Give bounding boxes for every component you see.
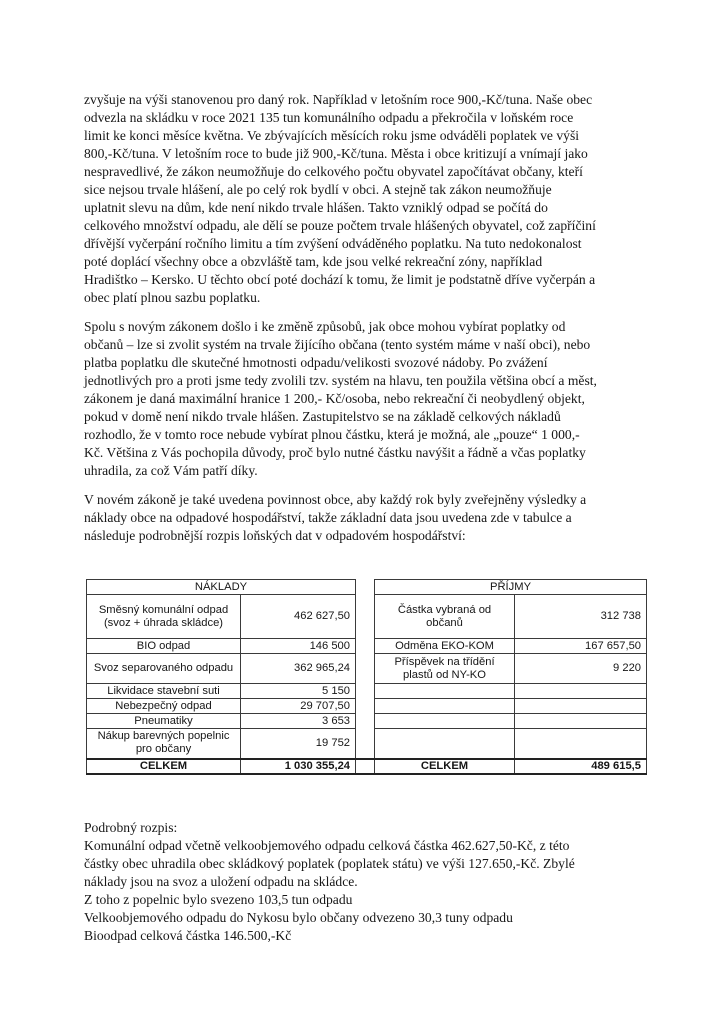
paragraph-detail [84,819,644,945]
cost-value: 19 752 [241,729,356,759]
total-cost-value: 1 030 355,24 [241,759,356,774]
table-row [87,714,647,729]
table-row [87,729,647,759]
text-line: zákonem je daná maximální hranice 1 200,- Kč/osoba, nebo rekreační či neobydlený objekt, [84,391,585,406]
income-label [375,729,515,759]
text-line: sice nejsou trvale hlášení, ale po celý rok bydlí v obci. A stejně tak zákon neumožňuje [84,182,552,197]
text-line: odvezla na skládku v roce 2021 135 tun komunálního odpadu a překročila v loňském roce [84,110,574,125]
text-line: občanů – lze si zvolit systém na trvale žijícího občana (tento systém máme v naší obci), nebo [84,337,591,352]
text-line: celkového množství odpadu, ale dělí se pouze počtem trvale hlášených obyvatel, což zapříčiní [84,218,596,233]
text-line: obec platí plnou sazbu poplatku. [84,290,261,305]
text-line: nespravedlivé, že zákon neumožňuje do celkového počtu obyvatel započítávat občany, kteří [84,164,583,179]
income-value: 167 657,50 [515,639,647,654]
table-row [87,699,647,714]
income-label [375,684,515,699]
paragraph-landfill-fee [84,91,644,307]
text-line: Kč. Většina z Vás pochopila důvody, proč bylo nutné částku navýšit a řádně a včas poplatky [84,445,586,460]
income-header: PŘÍJMY [375,580,647,595]
income-label: Odměna EKO-KOM [375,639,515,654]
cost-value: 146 500 [241,639,356,654]
total-row [87,759,647,774]
text-line: Hradištko – Kersko. U těchto obcí poté dochází k tomu, že limit je podstatně dříve vyčerpán a [84,272,596,287]
text-line: pokud v domě není nikdo trvale hlášen. Zastupitelstvo se na základě celkových nákladů [84,409,561,424]
text-line: Spolu s novým zákonem došlo i ke změně způsobů, jak obce mohou vybírat poplatky od [84,319,566,334]
income-value [515,714,647,729]
table-row [87,684,647,699]
income-label [375,699,515,714]
cost-label: Nebezpečný odpad [87,699,241,714]
table-row [87,595,647,639]
income-label: Částka vybraná od občanů [375,595,515,639]
text-line: Bioodpad celková částka 146.500,-Kč [84,928,292,943]
paragraph-fee-system [84,318,644,480]
cost-label: Směsný komunální odpad (svoz + úhrada skládce) [87,595,241,639]
income-value: 312 738 [515,595,647,639]
text-line: Podrobný rozpis: [84,820,178,835]
total-cost-label: CELKEM [87,759,241,774]
table-row [87,654,647,684]
text-line: uhradila, za což Vám patří díky. [84,463,258,478]
text-line: následuje podrobnější rozpis loňských dat v odpadovém hospodářství: [84,528,466,543]
cost-label: BIO odpad [87,639,241,654]
text-line: Z toho z popelnic bylo svezeno 103,5 tun odpadu [84,892,353,907]
text-line: Velkoobjemového odpadu do Nykosu bylo občany odvezeno 30,3 tuny odpadu [84,910,513,925]
text-line: jednotlivých pro a proti jsme tedy zvolili tzv. systém na hlavu, ten použila většina obcí a měst, [84,373,597,388]
text-line: poté doplácí všechny obce a obzvláště tam, kde jsou velké rekreační zóny, například [84,254,543,269]
costs-header: NÁKLADY [87,580,356,595]
text-line: rozhodlo, že v tomto roce nebude vybírat plnou částku, která je možná, ale „pouze“ 1 000,- [84,427,580,442]
text-line: náklady obce na odpadové hospodářství, takže základní data jsou uvedena zde v tabulce a [84,510,572,525]
cost-label: Svoz separovaného odpadu [87,654,241,684]
income-value [515,729,647,759]
income-label [375,714,515,729]
text-line: 800,-Kč/tuna. V letošním roce to bude již 900,-Kč/tuna. Města i obce kritizují a vnímají jako [84,146,588,161]
paragraph-obligation [84,491,644,545]
text-line: V novém zákoně je také uvedena povinnost obce, aby každý rok byly zveřejněny výsledky a [84,492,587,507]
cost-value: 5 150 [241,684,356,699]
text-line: dřívější vyčerpání ročního limitu a tím zvýšení odváděného poplatku. Na tuto nedokonalost [84,236,582,251]
cost-value: 362 965,24 [241,654,356,684]
text-line: uplatnit slevu na dům, kde není nikdo trvale hlášen. Takto vzniklý odpad se počítá do [84,200,548,215]
income-value [515,699,647,714]
table-row [87,639,647,654]
text-line: částky obec uhradila obec skládkový poplatek (poplatek státu) ve výši 127.650,-Kč. Zbylé [84,856,575,871]
text-line: zvyšuje na výši stanovenou pro daný rok. Například v letošním roce 900,-Kč/tuna. Naše obec [84,92,593,107]
text-line: limit ke konci měsíce května. Ve zbývajících měsících roku jsme odváděli poplatek ve výši [84,128,580,143]
income-label: Příspěvek na třídění plastů od NY-KO [375,654,515,684]
cost-value: 29 707,50 [241,699,356,714]
cost-label: Likvidace stavební suti [87,684,241,699]
cost-value: 462 627,50 [241,595,356,639]
total-income-value: 489 615,5 [515,759,647,774]
income-value: 9 220 [515,654,647,684]
income-value [515,684,647,699]
waste-costs-table [86,579,646,775]
text-line: Komunální odpad včetně velkoobjemového odpadu celková částka 462.627,50-Kč, z této [84,838,570,853]
cost-value: 3 653 [241,714,356,729]
text-line: náklady jsou na svoz a uložení odpadu na skládce. [84,874,358,889]
cost-label: Nákup barevných popelnic pro občany [87,729,241,759]
text-line: platba poplatku dle skutečné hmotnosti odpadu/velikosti svozové nádoby. Po zvážení [84,355,548,370]
total-income-label: CELKEM [375,759,515,774]
cost-label: Pneumatiky [87,714,241,729]
